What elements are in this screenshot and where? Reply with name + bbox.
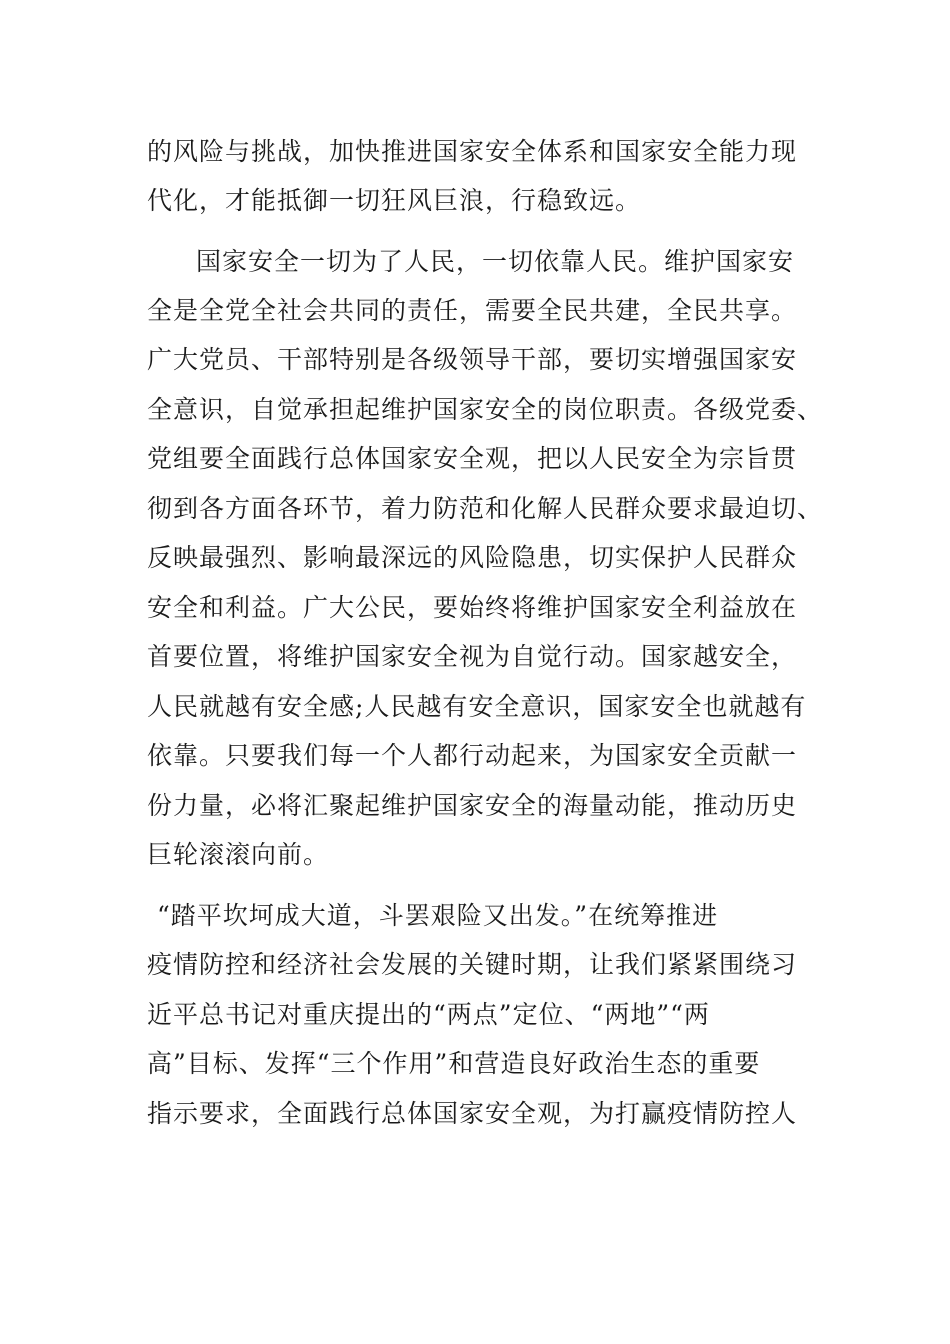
text-line: 彻到各方面各环节，着力防范和化解人民群众要求最迫切、	[147, 494, 824, 523]
text-line: 人民就越有安全感;人民越有安全意识，国家安全也就越有	[147, 692, 807, 721]
text-line: 代化，才能抵御一切狂风巨浪，行稳致远。	[147, 186, 642, 215]
text-line: 高”目标、发挥“三个作用”和营造良好政治生态的重要	[147, 1049, 761, 1078]
text-line: 疫情防控和经济社会发展的关键时期，让我们紧紧围绕习	[147, 950, 798, 979]
text-line: 份力量，必将汇聚起维护国家安全的海量动能，推动历史	[147, 791, 798, 820]
text-line: 广大党员、干部特别是各级领导干部，要切实增强国家安	[147, 345, 798, 374]
text-line: 的风险与挑战，加快推进国家安全体系和国家安全能力现	[147, 137, 798, 166]
text-line: 安全和利益。广大公民，要始终将维护国家安全利益放在	[147, 593, 798, 622]
text-line: 反映最强烈、影响最深远的风险隐患，切实保护人民群众	[147, 543, 798, 572]
paragraph-first-line: 国家安全一切为了人民，一切依靠人民。维护国家安	[196, 247, 795, 276]
text-line: 首要位置，将维护国家安全视为自觉行动。国家越安全，	[147, 642, 798, 671]
text-line: 指示要求，全面践行总体国家安全观，为打赢疫情防控人	[147, 1099, 798, 1128]
text-line: 近平总书记对重庆提出的“两点”定位、“两地”“两	[147, 1000, 710, 1029]
text-line: 全意识，自觉承担起维护国家安全的岗位职责。各级党委、	[147, 395, 824, 424]
text-line: 巨轮滚滚向前。	[147, 840, 330, 869]
text-line: 党组要全面践行总体国家安全观，把以人民安全为宗旨贯	[147, 444, 798, 473]
text-line: 依靠。只要我们每一个人都行动起来，为国家安全贡献一	[147, 741, 798, 770]
paragraph-first-line: “踏平坎坷成大道，斗罢艰险又出发。”在统筹推进	[157, 901, 719, 930]
text-line: 全是全党全社会共同的责任，需要全民共建，全民共享。	[147, 296, 798, 325]
